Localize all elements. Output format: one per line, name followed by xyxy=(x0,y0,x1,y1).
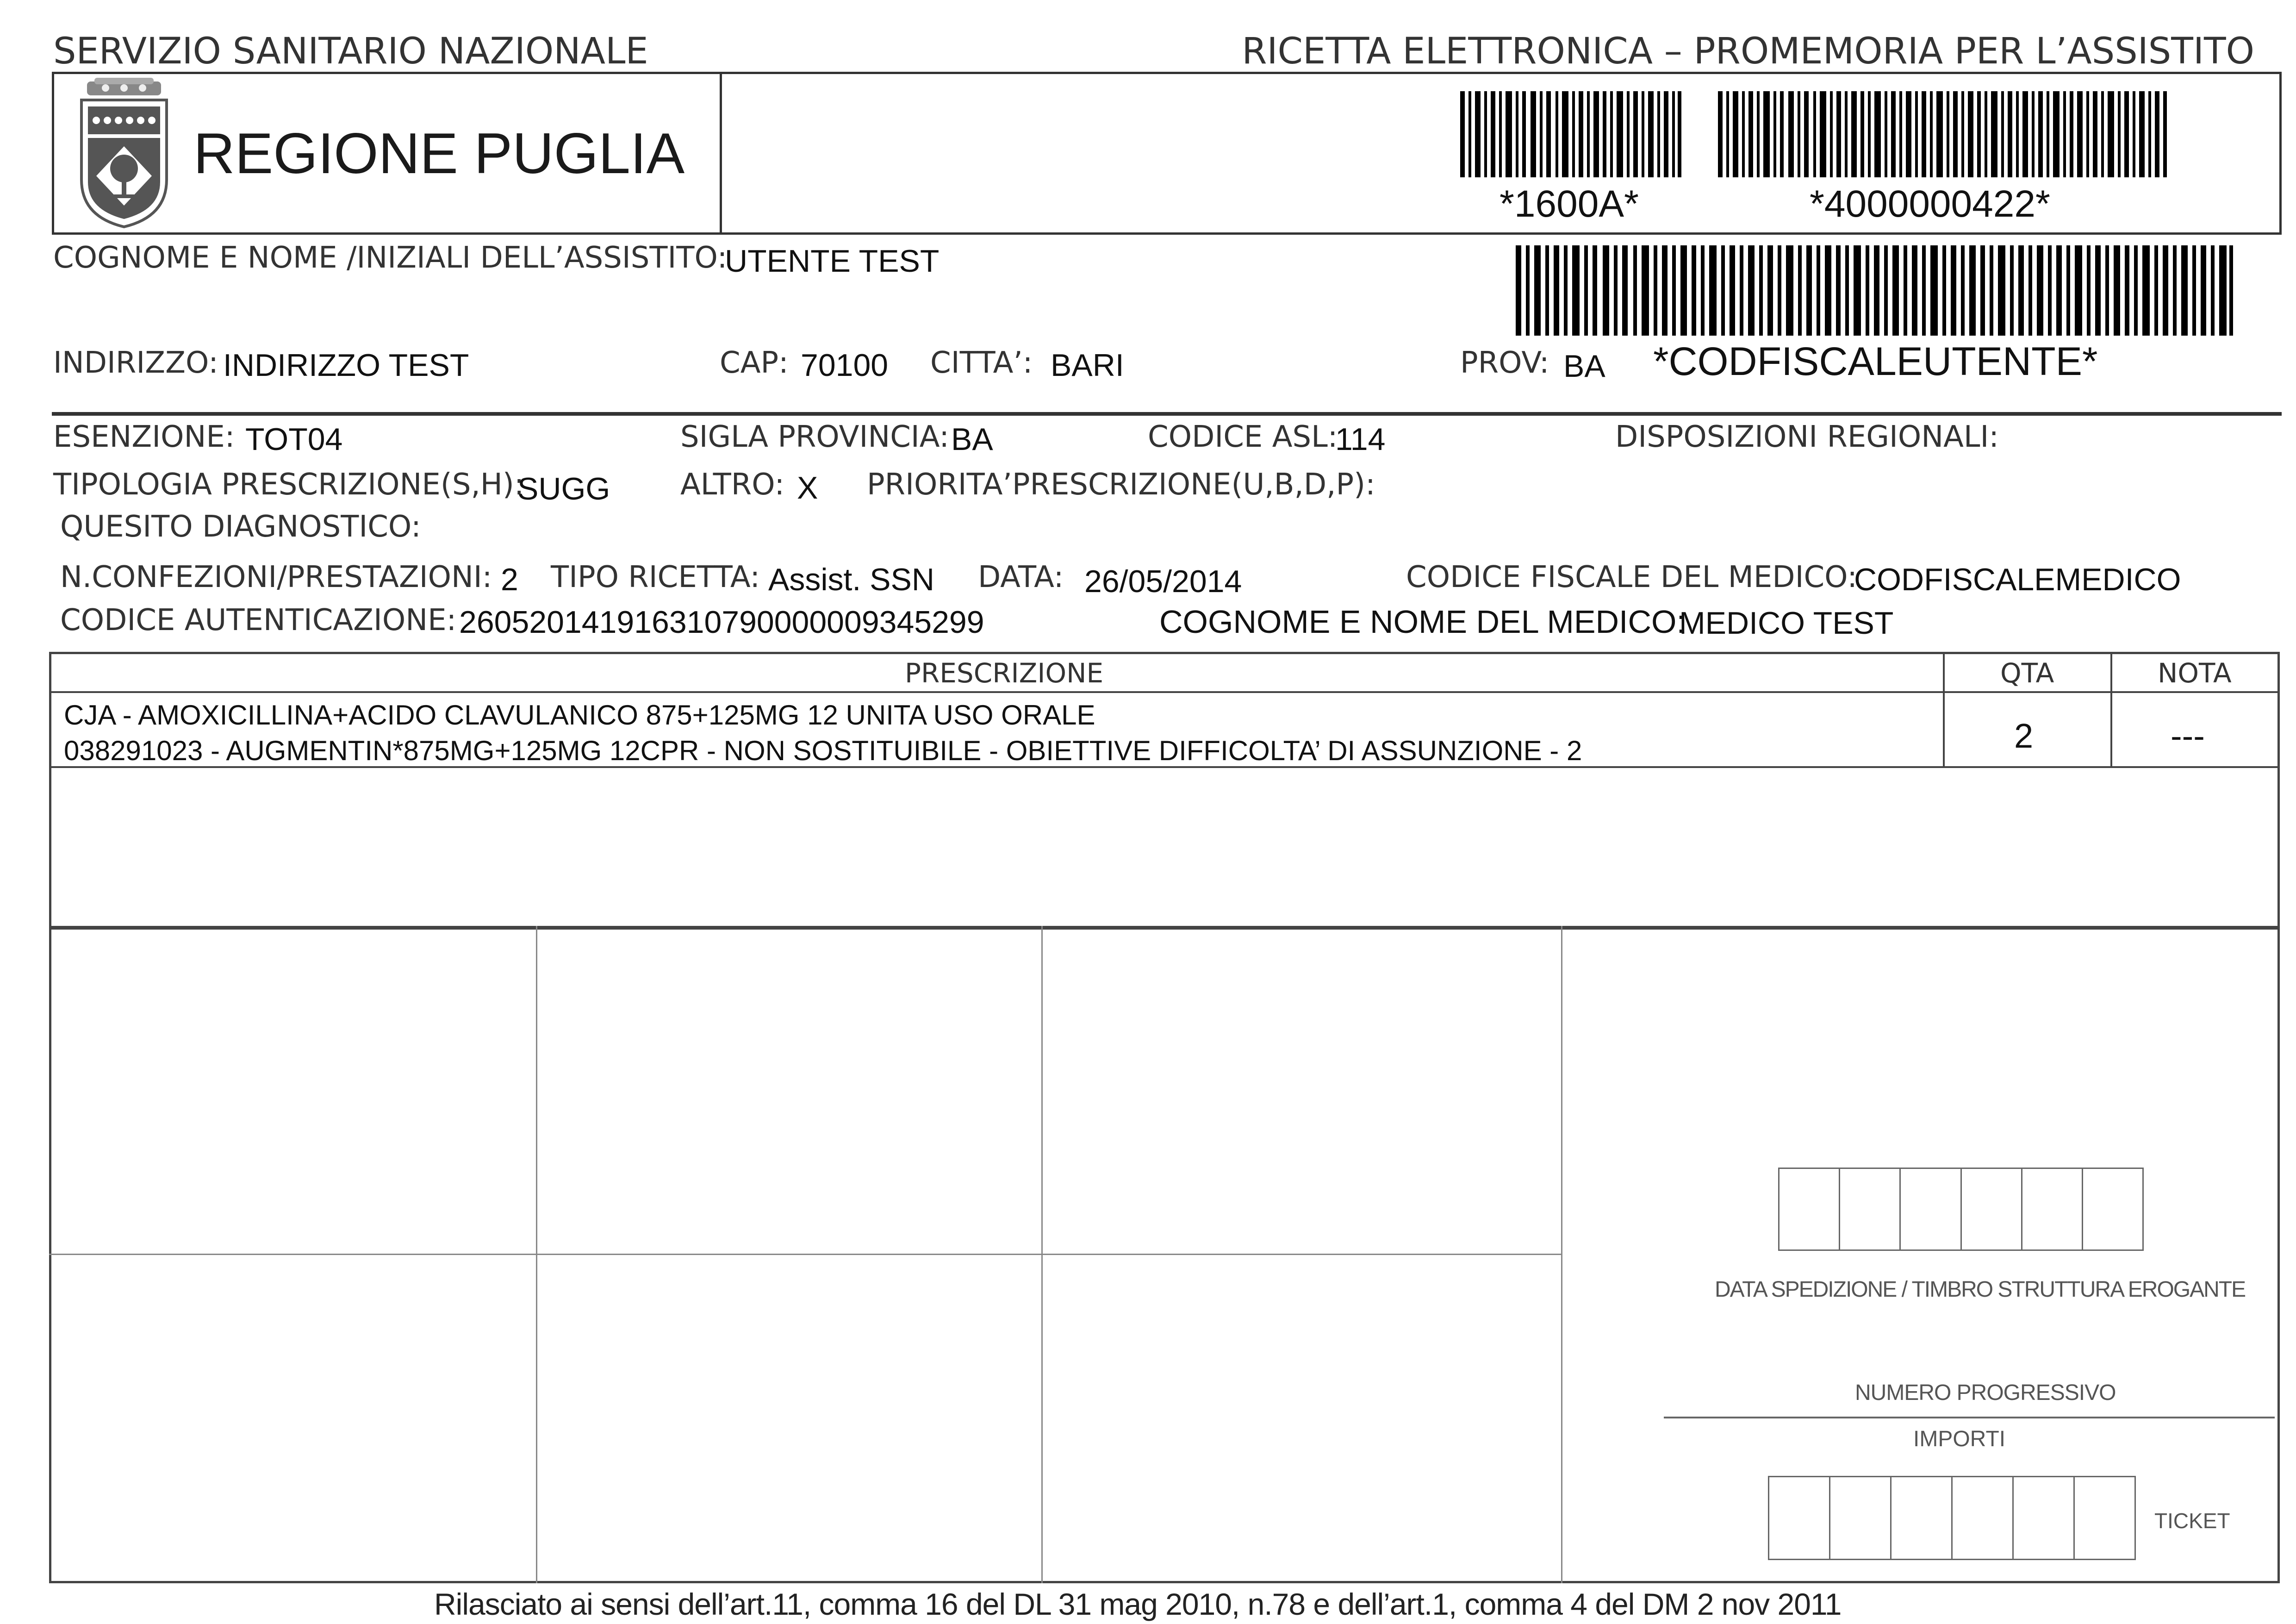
table-note-divider xyxy=(2110,652,2112,767)
region-name: REGIONE PUGLIA xyxy=(193,122,685,186)
stamp-grid-hline xyxy=(49,1254,1562,1255)
header-divider xyxy=(720,72,722,235)
table-header-qty: QTA xyxy=(2000,657,2054,689)
prescription-type-label: TIPOLOGIA PRESCRIZIONE(S,H): xyxy=(53,468,524,502)
city-label: CITTA’: xyxy=(930,346,1033,380)
province-label: SIGLA PROVINCIA: xyxy=(680,420,949,454)
legal-footer: Rilasciato ai sensi dell’art.11, comma 16 del DL 31 mag 2010, n.78 e dell’art.1, comma 4 del DM 2 nov 2011 xyxy=(434,1587,1842,1621)
patient-name-value: UTENTE TEST xyxy=(725,244,940,279)
auth-code-value: 2605201419163107900000093452​99 xyxy=(459,605,984,640)
progressive-line xyxy=(1664,1417,2275,1418)
address-value: INDIRIZZO TEST xyxy=(223,348,469,383)
province-value: BA xyxy=(951,422,993,457)
ticket-boxes xyxy=(1768,1476,2136,1560)
dispatch-label: DATA SPEDIZIONE / TIMBRO STRUTTURA EROGANTE xyxy=(1715,1277,2246,1302)
barcode-2-text: *4000000422* xyxy=(1810,183,2050,225)
amounts-label: IMPORTI xyxy=(1913,1427,2006,1451)
prov-label: PROV: xyxy=(1460,346,1549,380)
cap-label: CAP: xyxy=(720,346,789,380)
dispatch-date-boxes xyxy=(1778,1168,2144,1251)
auth-code-label: CODICE AUTENTICAZIONE: xyxy=(60,603,457,637)
service-title: SERVIZIO SANITARIO NAZIONALE xyxy=(53,31,648,72)
diagnostic-label: QUESITO DIAGNOSTICO: xyxy=(60,510,421,544)
table-qty-divider xyxy=(1943,652,1945,767)
section-divider xyxy=(52,412,2282,416)
regional-label: DISPOSIZIONI REGIONALI: xyxy=(1615,420,1999,454)
prescription-qty: 2 xyxy=(2014,717,2034,755)
city-value: BARI xyxy=(1051,348,1124,383)
barcode-1 xyxy=(1460,91,1681,177)
date-label: DATA: xyxy=(978,560,1064,594)
ticket-label: TICKET xyxy=(2154,1509,2230,1533)
priority-label: PRIORITA’PRESCRIZIONE(U,B,D,P): xyxy=(867,468,1375,502)
prescription-note: --- xyxy=(2171,717,2205,755)
table-row-bottom-line xyxy=(49,766,2280,768)
document-title: RICETTA ELETTRONICA – PROMEMORIA PER L’ASSISTITO xyxy=(1242,31,2254,72)
prescription-table xyxy=(49,652,2280,930)
exemption-value: TOT04 xyxy=(245,422,343,457)
barcode-1-text: *1600A* xyxy=(1500,183,1639,225)
patient-name-label: COGNOME E NOME /INIZIALI DELL’ASSISTITO: xyxy=(53,241,728,275)
exemption-label: ESENZIONE: xyxy=(53,420,235,454)
table-header-prescription: PRESCRIZIONE xyxy=(905,657,1104,689)
asl-label: CODICE ASL: xyxy=(1148,420,1338,454)
date-value: 26/05/2014 xyxy=(1084,564,1242,599)
progressive-label: NUMERO PROGRESSIVO xyxy=(1855,1380,2116,1405)
table-header-note: NOTA xyxy=(2158,657,2232,689)
other-label: ALTRO: xyxy=(680,468,784,502)
barcode-2 xyxy=(1718,91,2168,177)
prov-value: BA xyxy=(1563,349,1605,384)
region-crest-icon xyxy=(78,78,170,228)
prescription-line-2: 038291023 - AUGMENTIN*875MG+125MG 12CPR - NON SOSTITUIBILE - OBIETTIVE DIFFICOLTA’ DI ASSUNZIONE - 2 xyxy=(64,735,1582,766)
recipe-type-label: TIPO RICETTA: xyxy=(551,560,760,594)
recipe-type-value: Assist. SSN xyxy=(768,562,934,597)
prescription-line-1: CJA - AMOXICILLINA+ACIDO CLAVULANICO 875+125MG 12 UNITA USO ORALE xyxy=(64,700,1095,731)
packages-value: 2 xyxy=(501,562,518,597)
fiscal-code-barcode-text: *CODFISCALEUTENTE* xyxy=(1653,339,2098,384)
fiscal-code-barcode xyxy=(1516,245,2233,336)
cap-value: 70100 xyxy=(801,348,889,383)
prescription-type-value: SUGG xyxy=(517,471,610,506)
doctor-fiscal-label: CODICE FISCALE DEL MEDICO: xyxy=(1406,560,1857,594)
asl-value: 114 xyxy=(1335,422,1386,457)
doctor-name-value: MEDICO TEST xyxy=(1679,606,1894,641)
doctor-name-label: COGNOME E NOME DEL MEDICO: xyxy=(1159,604,1686,640)
doctor-fiscal-value: CODFISCALEMEDICO xyxy=(1854,562,2181,597)
address-label: INDIRIZZO: xyxy=(53,346,218,380)
other-value: X xyxy=(797,470,818,506)
packages-label: N.CONFEZIONI/PRESTAZIONI: xyxy=(60,560,492,594)
table-header-bottom-line xyxy=(49,691,2280,693)
